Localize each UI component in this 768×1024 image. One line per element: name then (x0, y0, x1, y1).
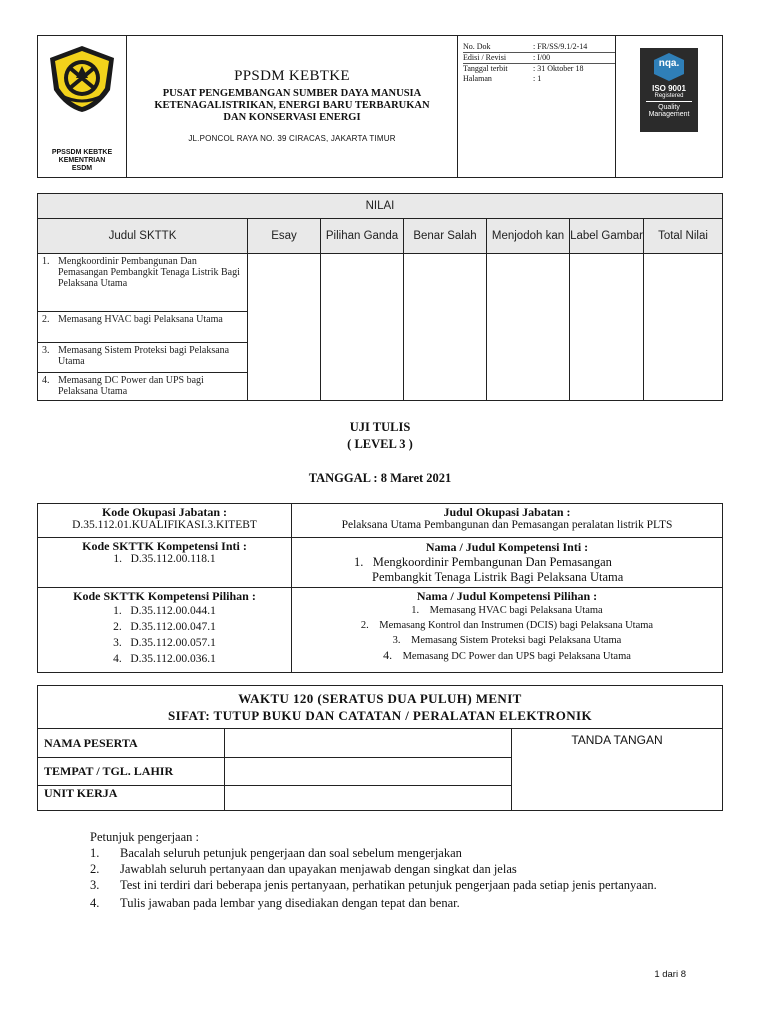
code-number: 1. (113, 605, 122, 617)
nama-pilihan-label: Nama / Judul Kompetensi Pilihan : (416, 589, 598, 603)
instruction-item (90, 845, 676, 861)
meta-value: : I/00 (533, 53, 615, 64)
okupasi-value: D.35.112.01.KUALIFIKASI.3.KITEBT (72, 519, 257, 531)
meta-row (463, 64, 615, 74)
instruction-text: Jawablah seluruh pertanyaan dan upayakan menjawab dengan singkat dan jelas (120, 862, 517, 876)
doc-meta (458, 36, 616, 178)
kode-table (37, 503, 723, 673)
meta-row (463, 74, 615, 84)
instructions (90, 829, 676, 911)
tempat-field[interactable] (225, 758, 512, 786)
esdm-logo (46, 44, 118, 114)
instruction-number: 4. (90, 896, 100, 910)
subtitle-line: DAN KONSERVASI ENERGI (223, 112, 361, 123)
meta-label: Edisi / Revisi (463, 53, 533, 64)
okupasi-label: Kode Okupasi Jabatan : (101, 505, 228, 519)
nilai-row-item (38, 254, 248, 312)
item-text: Memasang HVAC bagi Pelaksana Utama (58, 314, 223, 325)
code-value: D.35.112.00.057.1 (130, 637, 216, 649)
judul-okupasi-value: Pelaksana Utama Pembangunan dan Pemasangan peralatan listrik PLTS (341, 519, 673, 531)
col-header: Label Gambar (570, 219, 644, 254)
item-text: Memasang Sistem Proteksi bagi Pelaksana Utama (58, 345, 230, 367)
code-number: 3. (113, 637, 122, 649)
nama-inti-label: Nama / Judul Kompetensi Inti : (425, 540, 589, 554)
col-header: Benar Salah (404, 219, 487, 254)
nilai-row-item (38, 312, 248, 343)
col-header: Menjodoh kan (487, 219, 570, 254)
item-number: 4. (42, 375, 50, 386)
col-header: Judul SKTTK (38, 219, 248, 254)
score-cell[interactable] (321, 254, 404, 401)
col-header: Esay (248, 219, 321, 254)
code-value: D.35.112.00.044.1 (130, 605, 216, 617)
meta-label: Halaman (463, 74, 492, 83)
unit-label: UNIT KERJA (38, 786, 225, 811)
subtitle-line: PUSAT PENGEMBANGAN SUMBER DAYA MANUSIA (162, 88, 422, 99)
meta-value: : FR/SS/9.1/2-14 (533, 42, 615, 53)
okupasi-cell (38, 504, 292, 538)
org-address: JL.PONCOL RAYA NO. 39 CIRACAS, JAKARTA TIMUR (188, 134, 396, 143)
document-header (37, 35, 723, 178)
unit-field[interactable] (225, 786, 512, 811)
nama-label: NAMA PESERTA (38, 729, 225, 758)
score-cell[interactable] (570, 254, 644, 401)
score-cell[interactable] (487, 254, 570, 401)
pilihan-label: Kode SKTTK Kompetensi Pilihan : (73, 589, 256, 603)
judul-okupasi-cell (292, 504, 723, 538)
nama-inti-line: Mengkoordinir Pembangunan Dan Pemasangan (372, 555, 612, 569)
nilai-row-item (38, 373, 248, 401)
page-number: 1 dari 8 (654, 969, 686, 980)
waktu-line: WAKTU 120 (SERATUS DUA PULUH) MENIT (238, 691, 522, 706)
subtitle-line: KETENAGALISTRIKAN, ENERGI BARU TERBARUKAN (154, 100, 430, 111)
code-number: 2. (113, 621, 122, 633)
nama-field[interactable] (225, 729, 512, 758)
instruction-text: Tulis jawaban pada lembar yang disediakan dengan tepat dan benar. (120, 896, 460, 910)
nama-inti-line: Pembangkit Tenaga Listrik Bagi Pelaksana Utama (372, 570, 624, 584)
exam-date: TANGGAL : 8 Maret 2021 (308, 471, 452, 485)
iso-line: Registered (646, 93, 692, 102)
nama-pilihan-text: Memasang Kontrol dan Instrumen (DCIS) bagi Pelaksana Utama (379, 620, 654, 631)
instructions-title: Petunjuk pengerjaan : (90, 830, 199, 844)
code-number: 1. (354, 555, 364, 569)
tempat-label: TEMPAT / TGL. LAHIR (38, 758, 225, 786)
score-cell[interactable] (404, 254, 487, 401)
meta-row (463, 53, 615, 64)
col-header: Total Nilai (644, 219, 723, 254)
item-text: Memasang DC Power dan UPS bagi Pelaksana Utama (58, 375, 204, 397)
instruction-text: Bacalah seluruh petunjuk pengerjaan dan soal sebelum mengerjakan (120, 846, 462, 860)
meta-value: : 31 Oktober 18 (533, 64, 584, 73)
logo-cell (38, 36, 127, 178)
title-cell (127, 36, 458, 178)
sifat-line: SIFAT: TUTUP BUKU DAN CATATAN / PERALATAN ELEKTRONIK (168, 708, 592, 723)
nilai-table (37, 193, 723, 401)
col-header: Pilihan Ganda (321, 219, 404, 254)
score-cell[interactable] (644, 254, 723, 401)
item-number: 1. (42, 256, 50, 267)
instruction-text: Test ini terdiri dari beberapa jenis pertanyaan, perhatikan petunjuk pengerjaan pada setiap jenis pertanyaan. (120, 878, 657, 892)
iso-line: ISO 9001 (652, 84, 686, 93)
iso-cell (616, 36, 723, 178)
meta-label: No. Dok (463, 42, 533, 53)
code-number: 1. (411, 605, 420, 616)
exam-level: ( LEVEL 3 ) (347, 437, 413, 451)
org-subtitle (127, 88, 457, 124)
peserta-table (37, 685, 723, 811)
instruction-number: 3. (90, 878, 100, 892)
tanda-tangan-label: TANDA TANGAN (571, 733, 663, 747)
logo-caption-line: KEMENTRIAN (58, 157, 106, 164)
instruction-item (90, 861, 676, 877)
org-title: PPSDM KEBTKE (234, 68, 350, 84)
nilai-row-item (38, 343, 248, 373)
pilihan-code-cell (38, 588, 292, 673)
inti-label: Kode SKTTK Kompetensi Inti : (82, 539, 247, 553)
meta-value: : 1 (533, 74, 542, 83)
nama-pilihan-text: Memasang Sistem Proteksi bagi Pelaksana Utama (411, 635, 622, 646)
code-number: 1. (113, 553, 122, 565)
judul-okupasi-label: Judul Okupasi Jabatan : (443, 505, 571, 519)
code-value: D.35.112.00.118.1 (130, 553, 216, 565)
exam-title: UJI TULIS (349, 420, 411, 434)
iso-line: Management (648, 111, 690, 118)
nilai-title: NILAI (38, 194, 723, 219)
nama-pilihan-text: Memasang HVAC bagi Pelaksana Utama (429, 605, 603, 616)
instruction-number: 1. (90, 846, 100, 860)
logo-caption (38, 149, 126, 173)
tanda-tangan-cell[interactable] (512, 729, 723, 811)
item-number: 2. (42, 314, 50, 325)
waktu-cell (38, 686, 723, 729)
exam-title-block (37, 419, 723, 453)
logo-caption-line: PPSSDM KEBTKE (51, 149, 113, 156)
meta-row (463, 42, 615, 53)
iso-badge (640, 48, 698, 132)
instruction-item (90, 877, 676, 893)
iso-line: Quality (658, 104, 680, 111)
pilihan-name-cell (292, 588, 723, 673)
meta-label: Tanggal terbit (463, 64, 508, 73)
code-number: 3. (392, 635, 401, 646)
iso-brand: nqa. (658, 58, 680, 69)
logo-caption-line: ESDM (71, 165, 93, 172)
instruction-item (90, 895, 676, 911)
instruction-number: 2. (90, 862, 100, 876)
inti-code-cell (38, 538, 292, 588)
code-number: 4. (113, 653, 122, 665)
code-number: 2. (360, 620, 369, 631)
score-cell[interactable] (248, 254, 321, 401)
code-number: 4. (383, 648, 393, 662)
code-value: D.35.112.00.047.1 (130, 621, 216, 633)
item-text: Mengkoordinir Pembangunan Dan Pemasangan Pembangkit Tenaga Listrik Bagi Pelaksana Utama (58, 256, 240, 289)
item-number: 3. (42, 345, 50, 356)
nama-pilihan-text: Memasang DC Power dan UPS bagi Pelaksana Utama (402, 651, 631, 662)
code-value: D.35.112.00.036.1 (130, 653, 216, 665)
inti-name-cell (292, 538, 723, 588)
